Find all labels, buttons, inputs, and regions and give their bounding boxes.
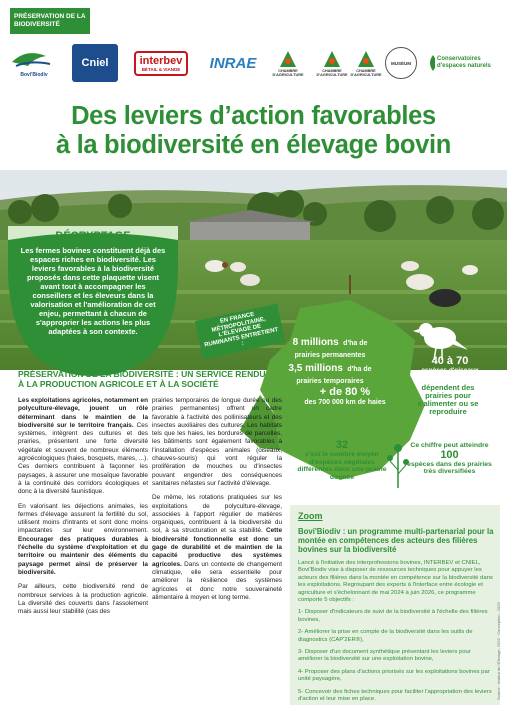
col1-paragraph-1: Les exploitations agricoles, notamment en polyculture-élevage, jouent un rôle déterminant dans le maintien de la biodiversité sur le territoire français. Ces systèmes, intègrent des cultures et des prairies, présentent une forte diversité végétale et souvent de nombreux éléments agroécologiques (haies, bosquets, mares, ...). Ces derniers contribuent à façonner les paysages, à assurer une mosaïque favorable à la continuité des corridors écologiques et donc à la diversité faunistique. [18, 397, 148, 496]
section-tag: PRÉSERVATION DE LA BIODIVERSITÉ [10, 8, 90, 34]
stat-bird-species: 40 à 70 espèces d'oiseaux [421, 355, 479, 374]
interbev-sub: BÉTAIL & VIANDE [141, 66, 181, 72]
source-credit: Source : Institut de l'Élevage, 2025 · Conception : 2025 [496, 602, 501, 700]
col2-paragraph-2: De même, les rotations pratiquées sur les exploitations de polyculture-élevage, associées à l'apport régulier de matières organiques, contribuent à la biodiversité du sol, à sa structuration et sa stabilité. Cette biodiversité fonctionnelle est donc un gage de durabilité et de maintien de la capacité productive des systèmes agricoles. Dans un contexte de changement climatique, elle sera essentielle pour améliorer la résilience des systèmes agricoles et donc notre souveraineté alimentaire à moyen et long terme. [152, 494, 282, 601]
stat-plant-species-max: Ce chiffre peut atteindre 100 espèces dans des prairies très diversifiées [407, 442, 492, 476]
col1-paragraph-3: Par ailleurs, cette biodiversité rend de nombreux services à la production agricole. La diversité des couverts dans l'assolement mais aussi leur stabilité (cas des [18, 583, 148, 616]
partner-logos [6, 44, 501, 84]
col2-paragraph-1: prairies temporaires de longue durée ou des prairies permanentes) offrent un cadre favorable à l'activité des pollinisateurs et des insectes auxiliaires des cultures. Les habitats tels que les haies, les bordures de parcelles, les bâtiments sont également favorables à l'installation d'espèces animales (oiseaux, chauves-souris) qui vont réguler la prolifération de mouches ou d'insectes pouvant engendrer des conséquences sanitaires néfastes sur l'activité d'élevage. [152, 397, 282, 487]
zoom-intro: Lancé à l'initiative des interprofessions bovines, INTERBEV et CNIEL, Bovi'Biodiv vise à disposer de ressources techniques pour appuyer les acteurs des filières dans la montée en compétence sur la biodiversité dans les exploitations. Regroupant des experts à l'interface entre écologie et agriculture et s'échelonnant de mai 2024 à juin 2026, ce programme comporte 5 objectifs : [298, 560, 493, 604]
zoom-subtitle: Bovi'Biodiv : un programme multi-partenarial pour la montée en compétences des acteurs des filières bovines sur la biodiversité [298, 527, 494, 555]
chambre-agriculture-logo-1 [268, 44, 308, 82]
stat-temporary-grassland: 3,5 millions d'ha de prairies temporaires [288, 363, 372, 385]
conservatoires-text: Conservatoires d'espaces naturels [437, 56, 491, 69]
chambre-mark-icon [356, 49, 376, 69]
chambre-text: CHAMBRE D'AGRICULTURE [316, 68, 348, 77]
stat-hedges: + de 80 % des 700 000 km de haies [304, 386, 386, 406]
museum-logo [384, 44, 418, 82]
zoom-body [298, 560, 494, 709]
bird-dependency-text: dépendent des prairies pour s'alimenter ou se reproduire [417, 383, 479, 416]
museum-text: MUSÉUM [385, 47, 417, 79]
interbev-name: interbev [139, 54, 183, 67]
inrae-logo: INRAE [209, 54, 257, 72]
conservatoires-logo [426, 44, 501, 82]
bovibiodiv-mark-icon [6, 44, 62, 82]
chambre-mark-icon [322, 49, 342, 69]
interbev-logo [126, 44, 196, 82]
bovibiodiv-logo [6, 44, 62, 82]
zoom-objective-5: 5- Concevoir des fiches techniques pour faciliter l'appropriation des leviers d'action et leur mise en place. [298, 688, 492, 703]
zoom-objective-1: 1- Disposer d'indicateurs de suivi de la biodiversité à l'échelle des filières bovines, [298, 609, 488, 623]
text-column-2 [152, 397, 282, 608]
stat-permanent-grassland: 8 millions d'ha de prairies permanentes [292, 337, 368, 359]
zoom-objective-4: 4- Proposer des plans d'actions priorisés sur les exploitations bovines par unité paysagère, [298, 668, 490, 683]
chambre-text: CHAMBRE D'AGRICULTURE [272, 68, 304, 77]
decryptage-title: DÉCRYPTAGE [55, 230, 131, 242]
chambre-mark-icon [278, 49, 298, 69]
bovibiodiv-text: Bovi'Biodiv [20, 72, 48, 78]
zoom-title: Zoom [298, 511, 323, 521]
decryptage-callout [8, 226, 178, 376]
decryptage-text: Les fermes bovines constituent déjà des espaces riches en biodiversité. Les leviers favorables à la biodiversité proposés dans cette plaquette visent avant tout à accompagner les conseillers et les éleveurs dans la valorisation et l'amélioration de cet enjeu, permettant à chacun de s'approprier les actions les plus adaptées à son contexte. [20, 246, 166, 336]
cniel-logo: Cniel [72, 44, 118, 82]
stat-plant-species: 32 c'est le nombre moyen d'espèces végétales différentes dans une prairie donnée [297, 439, 387, 481]
title-line-1: Des leviers d’action favorables [71, 102, 436, 130]
col1-paragraph-2: En valorisant les déjections animales, les fermes d'élevage assurent la fertilité du sol, utilisent moins d'intrants et sont donc moins impactantes sur leur environnement. Encourager des pratiques durables à l'échelle du système d'exploitation et du territoire ou maintenir des éléments du paysage permet ainsi de préserver la biodiversité. [18, 502, 148, 576]
leaf-icon [426, 53, 435, 73]
chambre-agriculture-logo-3 [346, 44, 386, 82]
title-line-2: à la biodiversité en élevage bovin [55, 131, 452, 159]
zoom-objective-3: 3- Disposer d'un document synthétique présentant les leviers pour améliorer la biodiversité sur une exploitation bovine, [298, 649, 471, 663]
chambre-text: CHAMBRE D'AGRICULTURE [350, 68, 382, 77]
section-title: PRÉSERVATION DE LA BIODIVERSITÉ : UN SERVICE RENDU À LA PRODUCTION AGRICOLE ET À LA SOCIÉTÉ [18, 369, 266, 389]
zoom-box [290, 505, 500, 705]
zoom-objective-2: 2- Améliorer la prise en compte de la biodiversité dans les outils de diagnostics (CAP'2ER®), [298, 629, 473, 643]
text-column-1 [18, 397, 148, 622]
map-label: EN FRANCE MÉTROPOLITAINE, L'ÉLEVAGE DE RUMINANTS ENTRETIENT : [195, 304, 285, 359]
page-title [16, 102, 491, 160]
